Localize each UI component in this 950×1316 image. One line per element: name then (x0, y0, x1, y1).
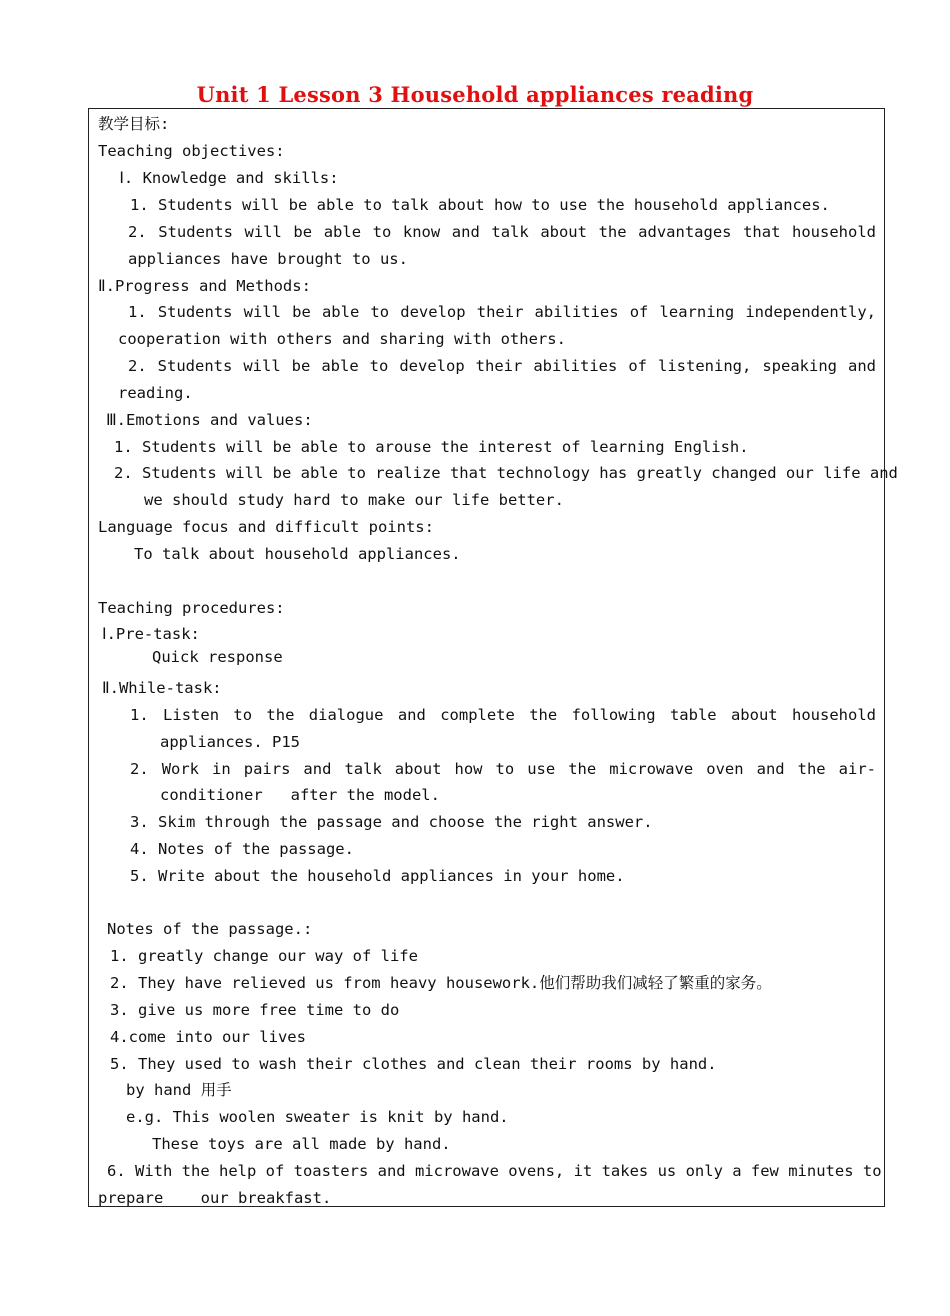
list-item: 3. Skim through the passage and choose the right answer. (130, 813, 653, 831)
list-item: 3. give us more free time to do (110, 1001, 400, 1019)
list-item: 2. They have relieved us from heavy housework.他们帮助我们减轻了繁重的家务。 (110, 974, 772, 992)
section-heading: Language focus and difficult points: (98, 518, 434, 536)
list-item-continuation: conditioner after the model. (160, 786, 440, 804)
paragraph: To talk about household appliances. (134, 545, 461, 563)
paragraph: Quick response (152, 648, 283, 666)
subheading: Ⅲ.Emotions and values: (106, 411, 313, 429)
example-sentence: e.g. This woolen sweater is knit by hand. (126, 1108, 509, 1126)
list-item-continuation: appliances. P15 (160, 733, 300, 751)
section-heading: Teaching procedures: (98, 599, 285, 617)
list-item: 2. Students will be able to realize that technology has greatly changed our life and (114, 464, 898, 482)
subheading: Ⅰ.Pre-task: (102, 625, 200, 643)
list-item: 6. With the help of toasters and microwave ovens, it takes us only a few minutes to (107, 1162, 882, 1180)
section-heading-cn: 教学目标: (98, 115, 170, 133)
list-item: 2. Work in pairs and talk about how to use the microwave oven and the air- (130, 760, 876, 778)
section-heading: Teaching objectives: (98, 142, 285, 160)
list-item: 1. Students will be able to develop their abilities of learning independently, (128, 303, 876, 321)
document-title: Unit 1 Lesson 3 Household appliances reading (196, 82, 754, 107)
section-heading: Notes of the passage.: (107, 920, 313, 938)
list-item: 5. Write about the household appliances in your home. (130, 867, 625, 885)
list-item-continuation: prepare our breakfast. (98, 1189, 332, 1207)
list-item: 4.come into our lives (110, 1028, 306, 1046)
list-item: 1. Students will be able to arouse the interest of learning English. (114, 438, 749, 456)
list-item-continuation: we should study hard to make our life better. (144, 491, 564, 509)
list-item: 4. Notes of the passage. (130, 840, 354, 858)
list-item: 1. Students will be able to talk about how to use the household appliances. (130, 196, 830, 214)
list-item: 1. greatly change our way of life (110, 947, 418, 965)
list-item-continuation: cooperation with others and sharing with others. (118, 330, 566, 348)
phrase-note: by hand 用手 (126, 1081, 232, 1099)
example-sentence: These toys are all made by hand. (152, 1135, 451, 1153)
list-item: 1. Listen to the dialogue and complete the following table about household (130, 706, 876, 724)
subheading: Ⅰ. Knowledge and skills: (110, 169, 339, 187)
list-item-continuation: appliances have brought to us. (128, 250, 408, 268)
list-item-continuation: reading. (118, 384, 193, 402)
list-item: 2. Students will be able to know and talk about the advantages that household (128, 223, 876, 241)
subheading: Ⅱ.Progress and Methods: (98, 277, 311, 295)
list-item: 2. Students will be able to develop their abilities of listening, speaking and (128, 357, 876, 375)
list-item: 5. They used to wash their clothes and clean their rooms by hand. (110, 1055, 717, 1073)
subheading: Ⅱ.While-task: (102, 679, 222, 697)
